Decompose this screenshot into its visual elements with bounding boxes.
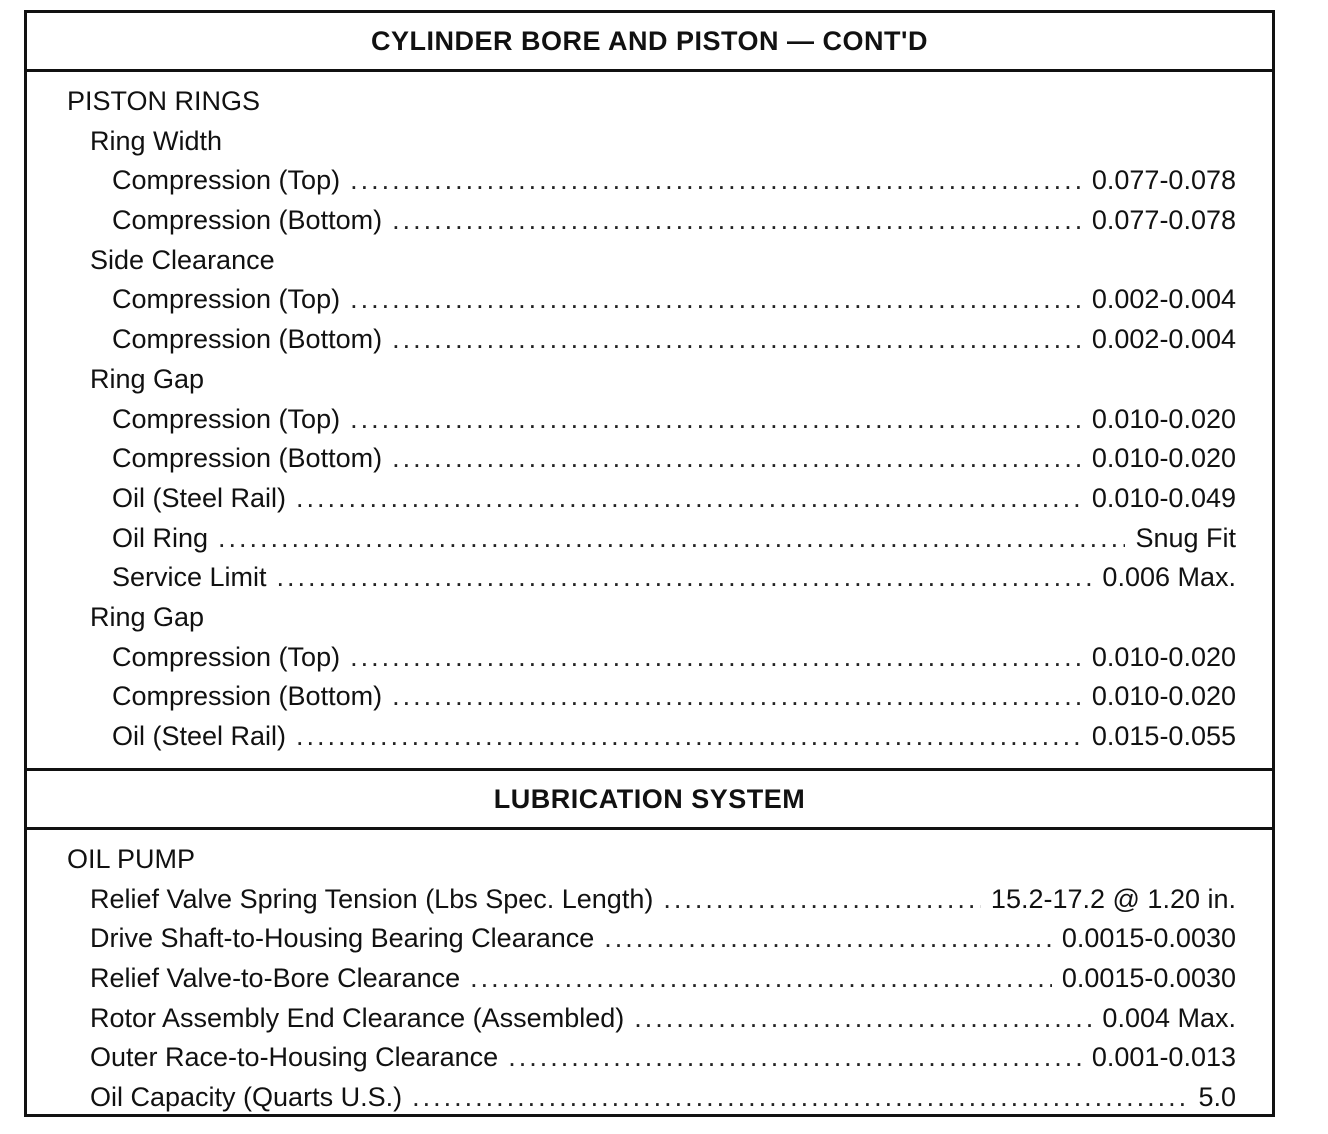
spec-table: [24, 10, 1275, 1117]
spec-value: 0.010-0.020: [1091, 641, 1236, 672]
dot-leader: [350, 280, 1082, 320]
spec-value: 0.010-0.049: [1091, 482, 1236, 513]
spec-row: [27, 400, 1272, 440]
dot-leader: [634, 999, 1092, 1039]
spec-row: [27, 519, 1272, 559]
spec-label: Relief Valve Spring Tension (Lbs Spec. Length): [90, 883, 654, 914]
piston-rings-section: [27, 82, 1272, 757]
spec-row: [27, 320, 1272, 360]
spec-label: Compression (Top): [112, 284, 341, 315]
spec-value: 0.0015-0.0030: [1061, 923, 1236, 954]
dot-leader: [350, 638, 1082, 678]
spec-value: 0.010-0.020: [1091, 443, 1236, 474]
spec-row: [27, 919, 1272, 959]
dot-leader: [392, 201, 1082, 241]
section-heading: PISTON RINGS: [67, 86, 261, 116]
group-label: Ring Width: [90, 125, 223, 156]
section-title-cylinder-bore: CYLINDER BORE AND PISTON — CONT'D: [27, 13, 1272, 72]
dot-leader: [508, 1038, 1082, 1078]
spec-label: Service Limit: [112, 562, 267, 593]
spec-value: 5.0: [1198, 1082, 1236, 1113]
dot-leader: [663, 880, 981, 920]
spec-value: 0.002-0.004: [1091, 284, 1236, 315]
dot-leader: [470, 959, 1052, 999]
spec-row: [27, 1078, 1272, 1118]
group-label: Side Clearance: [90, 244, 275, 275]
spec-row: [27, 717, 1272, 757]
spec-row: [27, 880, 1272, 920]
spec-label: Oil Ring: [112, 522, 209, 553]
spec-row: [27, 677, 1272, 717]
section-title-lubrication: LUBRICATION SYSTEM: [27, 768, 1272, 830]
dot-leader: [392, 320, 1082, 360]
spec-label: Oil (Steel Rail): [112, 482, 287, 513]
group-label: Ring Gap: [90, 363, 205, 394]
spec-label: Oil Capacity (Quarts U.S.): [90, 1082, 403, 1113]
spec-row: [27, 1038, 1272, 1078]
spec-label: Outer Race-to-Housing Clearance: [90, 1042, 499, 1073]
dot-leader: [392, 677, 1082, 717]
dot-leader: [296, 717, 1082, 757]
section-heading: OIL PUMP: [67, 844, 196, 874]
spec-label: Relief Valve-to-Bore Clearance: [90, 963, 461, 994]
spec-row: [27, 439, 1272, 479]
spec-label: Rotor Assembly End Clearance (Assembled): [90, 1002, 625, 1033]
spec-label: Compression (Bottom): [112, 324, 383, 355]
spec-value: 0.0015-0.0030: [1061, 963, 1236, 994]
dot-leader: [296, 479, 1082, 519]
group-label: Ring Gap: [90, 601, 205, 632]
spec-value: 0.004 Max.: [1102, 1002, 1236, 1033]
dot-leader: [392, 439, 1082, 479]
dot-leader: [412, 1078, 1188, 1118]
dot-leader: [604, 919, 1052, 959]
spec-row: [27, 959, 1272, 999]
spec-row: [27, 558, 1272, 598]
spec-label: Compression (Bottom): [112, 205, 383, 236]
spec-value: 0.015-0.055: [1091, 721, 1236, 751]
spec-value: 0.077-0.078: [1091, 165, 1236, 196]
spec-value: 0.010-0.020: [1091, 403, 1236, 434]
spec-value: 0.077-0.078: [1091, 205, 1236, 236]
spec-label: Compression (Bottom): [112, 443, 383, 474]
spec-label: Compression (Bottom): [112, 681, 383, 712]
spec-row: [27, 201, 1272, 241]
dot-leader: [350, 161, 1082, 201]
spec-label: Compression (Top): [112, 641, 341, 672]
spec-label: Drive Shaft-to-Housing Bearing Clearance: [90, 923, 595, 954]
spec-value: 0.010-0.020: [1091, 681, 1236, 712]
spec-label: Oil (Steel Rail): [112, 721, 287, 751]
oil-pump-section: [27, 840, 1272, 1118]
spec-row: [27, 999, 1272, 1039]
spec-label: Compression (Top): [112, 165, 341, 196]
spec-value: Snug Fit: [1135, 522, 1236, 553]
dot-leader: [350, 400, 1082, 440]
spec-row: [27, 280, 1272, 320]
spec-value: 0.002-0.004: [1091, 324, 1236, 355]
spec-row: [27, 638, 1272, 678]
spec-value: 15.2-17.2 @ 1.20 in.: [990, 883, 1236, 914]
spec-row: [27, 479, 1272, 519]
spec-row: [27, 161, 1272, 201]
spec-value: 0.006 Max.: [1102, 562, 1236, 593]
spec-value: 0.001-0.013: [1091, 1042, 1236, 1073]
spec-label: Compression (Top): [112, 403, 341, 434]
dot-leader: [277, 558, 1093, 598]
dot-leader: [218, 519, 1125, 559]
